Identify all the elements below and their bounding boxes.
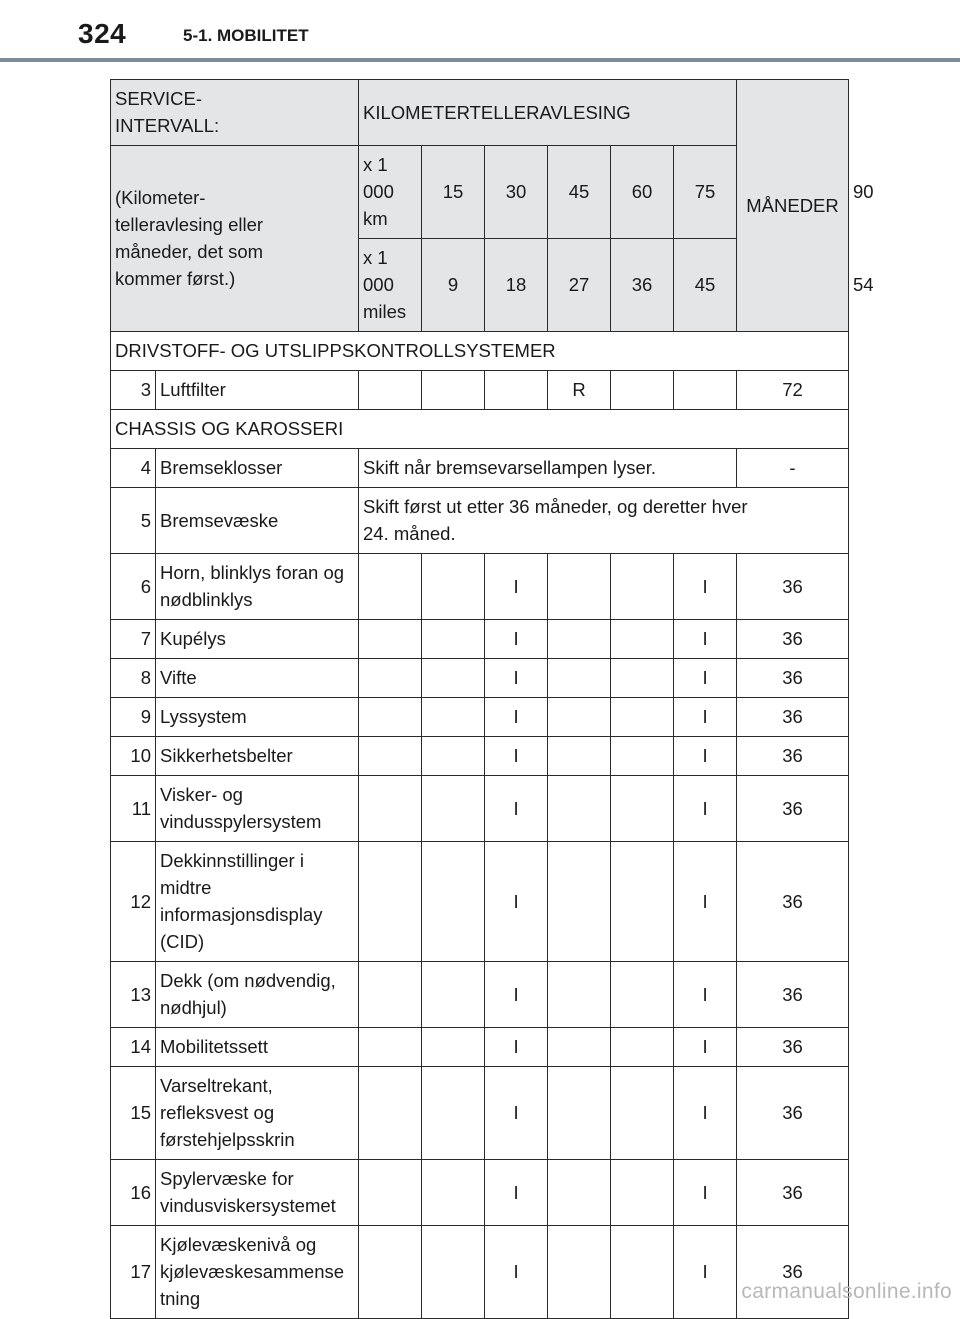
service-interval-label: SERVICE- INTERVALL:: [111, 80, 359, 146]
row-cell: [611, 371, 674, 410]
row-cell: I: [674, 737, 737, 776]
row-cell: I: [485, 1226, 548, 1319]
km-value: 45: [548, 146, 611, 239]
maintenance-table: [110, 79, 874, 1319]
row-cell: [611, 698, 674, 737]
row-cell: [422, 659, 485, 698]
table-row: [111, 554, 849, 620]
row-cell: [548, 620, 611, 659]
row-cell: I: [674, 962, 737, 1028]
row-cell: I: [485, 1028, 548, 1067]
row-cell: [548, 1067, 611, 1160]
table-row: [111, 488, 849, 554]
row-number: 7: [111, 620, 156, 659]
row-number: 16: [111, 1160, 156, 1226]
row-cell: [548, 1028, 611, 1067]
row-cell: I: [674, 1226, 737, 1319]
months-label: MÅNEDER: [737, 80, 849, 332]
row-months: 36: [737, 554, 849, 620]
row-cell: [422, 1067, 485, 1160]
row-item: Horn, blinklys foran og nødblinklys: [156, 554, 359, 620]
row-item: Spylervæske for vindusviskersystemet: [156, 1160, 359, 1226]
row-cell: [359, 698, 422, 737]
row-number: 10: [111, 737, 156, 776]
row-item: Visker- og vindusspylersystem: [156, 776, 359, 842]
row-months: 36: [737, 842, 849, 962]
km-value: 60: [611, 146, 674, 239]
row-cell: [422, 842, 485, 962]
row-number: 14: [111, 1028, 156, 1067]
row-item: Dekk (om nødvendig, nødhjul): [156, 962, 359, 1028]
row-cell: I: [485, 659, 548, 698]
row-months: 36: [737, 962, 849, 1028]
row-cell: [422, 1028, 485, 1067]
row-cell: [548, 737, 611, 776]
table-row: [111, 371, 849, 410]
row-months: 36: [737, 737, 849, 776]
row-cell: [359, 962, 422, 1028]
row-cell: I: [674, 1067, 737, 1160]
row-cell: [359, 554, 422, 620]
row-cell: I: [674, 776, 737, 842]
miles-row: x 1 000 miles 9 18 27 36 45 54: [111, 239, 849, 332]
km-unit: x 1 000 km: [359, 146, 422, 239]
row-cell: I: [674, 698, 737, 737]
row-number: 13: [111, 962, 156, 1028]
row-cell: [422, 554, 485, 620]
miles-value: 9: [422, 239, 485, 332]
row-cell: [422, 620, 485, 659]
row-cell: I: [485, 1160, 548, 1226]
row-item: Mobilitetssett: [156, 1028, 359, 1067]
km-value: 15: [422, 146, 485, 239]
interval-note: (Kilometer- telleravlesing eller måneder, det som kommer først.): [111, 146, 359, 332]
row-months: 36: [737, 776, 849, 842]
row-number: 9: [111, 698, 156, 737]
row-cell: [359, 371, 422, 410]
row-cell: [422, 737, 485, 776]
row-cell: [422, 1226, 485, 1319]
section-row: [111, 410, 849, 449]
row-number: 17: [111, 1226, 156, 1319]
row-cell: I: [674, 1028, 737, 1067]
row-cell: [611, 842, 674, 962]
row-number: 15: [111, 1067, 156, 1160]
row-months: 36: [737, 620, 849, 659]
row-cell: [422, 962, 485, 1028]
row-cell: [611, 554, 674, 620]
row-cell: [359, 1028, 422, 1067]
miles-unit: x 1 000 miles: [359, 239, 422, 332]
row-cell: [359, 1160, 422, 1226]
row-cell: [359, 659, 422, 698]
row-cell: [548, 698, 611, 737]
row-cell: [548, 554, 611, 620]
table-row: [111, 1226, 849, 1319]
km-value: 30: [485, 146, 548, 239]
row-months: 36: [737, 1067, 849, 1160]
row-cell: [359, 776, 422, 842]
row-months: 36: [737, 1226, 849, 1319]
row-number: 8: [111, 659, 156, 698]
row-cell: [485, 371, 548, 410]
row-cell: [611, 1160, 674, 1226]
row-cell: [548, 842, 611, 962]
table-row: [111, 1028, 849, 1067]
row-cell: R: [548, 371, 611, 410]
row-cell: [359, 1067, 422, 1160]
row-note: Skift først ut etter 36 måneder, og deretter hver 24. måned.: [359, 488, 849, 554]
row-cell: [548, 1160, 611, 1226]
row-cell: [611, 776, 674, 842]
row-cell: I: [485, 698, 548, 737]
section-row: [111, 332, 849, 371]
table-row: [111, 659, 849, 698]
miles-value: 18: [485, 239, 548, 332]
row-cell: [611, 659, 674, 698]
row-cell: I: [485, 620, 548, 659]
row-months: 36: [737, 698, 849, 737]
row-cell: [548, 776, 611, 842]
row-cell: I: [485, 842, 548, 962]
row-number: 12: [111, 842, 156, 962]
row-number: 4: [111, 449, 156, 488]
row-cell: [359, 842, 422, 962]
row-number: 5: [111, 488, 156, 554]
section-heading-chassis: CHASSIS OG KAROSSERI: [111, 410, 849, 449]
row-months: 36: [737, 1160, 849, 1226]
row-cell: [548, 1226, 611, 1319]
row-cell: [611, 1067, 674, 1160]
row-months: 36: [737, 659, 849, 698]
row-item: Sikkerhetsbelter: [156, 737, 359, 776]
row-item: Kjølevæskenivå og kjølevæskesammense tning: [156, 1226, 359, 1319]
row-cell: [611, 1226, 674, 1319]
row-months: 36: [737, 1028, 849, 1067]
table-row: [111, 842, 849, 962]
km-value: 75: [674, 146, 737, 239]
row-cell: [422, 371, 485, 410]
row-cell: [422, 776, 485, 842]
row-item: Luftfilter: [156, 371, 359, 410]
table-row: [111, 698, 849, 737]
row-cell: [611, 962, 674, 1028]
row-cell: I: [674, 1160, 737, 1226]
row-cell: [359, 620, 422, 659]
row-cell: I: [485, 962, 548, 1028]
row-cell: [359, 737, 422, 776]
row-months: 72: [737, 371, 849, 410]
row-cell: [611, 737, 674, 776]
row-cell: [359, 1226, 422, 1319]
row-months: -: [737, 449, 849, 488]
row-item: Bremseklosser: [156, 449, 359, 488]
row-item: Kupélys: [156, 620, 359, 659]
table-row: [111, 1067, 849, 1160]
row-cell: I: [674, 554, 737, 620]
table-row: [111, 776, 849, 842]
table-row: [111, 449, 849, 488]
row-item: Lyssystem: [156, 698, 359, 737]
row-number: 11: [111, 776, 156, 842]
miles-value: 27: [548, 239, 611, 332]
row-number: 3: [111, 371, 156, 410]
row-item: Vifte: [156, 659, 359, 698]
section-heading-fuel: DRIVSTOFF- OG UTSLIPPSKONTROLLSYSTEMER: [111, 332, 849, 371]
row-cell: I: [485, 737, 548, 776]
row-cell: I: [485, 554, 548, 620]
row-cell: [548, 659, 611, 698]
row-cell: [548, 962, 611, 1028]
row-cell: [611, 620, 674, 659]
km-row: (Kilometer- telleravlesing eller måneder, det som kommer først.) x 1 000 km 15 30 45 60 75 90: [111, 146, 849, 239]
odometer-label: KILOMETERTELLERAVLESING: [359, 80, 737, 146]
table-row: [111, 737, 849, 776]
miles-value: 45: [674, 239, 737, 332]
header-row: [111, 80, 849, 146]
row-cell: [422, 698, 485, 737]
watermark-logo: carmanualsonline.info: [741, 1280, 952, 1303]
row-number: 6: [111, 554, 156, 620]
page-header: [0, 0, 960, 62]
header-rule: [0, 58, 960, 62]
row-note: Skift når bremsevarsellampen lyser.: [359, 449, 737, 488]
row-cell: I: [485, 1067, 548, 1160]
miles-value: 36: [611, 239, 674, 332]
row-item: Dekkinnstillinger i midtre informasjonsdisplay (CID): [156, 842, 359, 962]
row-cell: I: [674, 659, 737, 698]
table-row: [111, 962, 849, 1028]
row-cell: [674, 371, 737, 410]
section-title: 5-1. MOBILITET: [183, 26, 309, 45]
row-cell: I: [674, 620, 737, 659]
row-cell: I: [485, 776, 548, 842]
row-cell: [611, 1028, 674, 1067]
row-item: Bremsevæske: [156, 488, 359, 554]
row-cell: [422, 1160, 485, 1226]
table-row: [111, 620, 849, 659]
row-item: Varseltrekant, refleksvest og førstehjelpsskrin: [156, 1067, 359, 1160]
table-row: [111, 1160, 849, 1226]
row-cell: I: [674, 842, 737, 962]
page-number: 324: [78, 18, 127, 49]
